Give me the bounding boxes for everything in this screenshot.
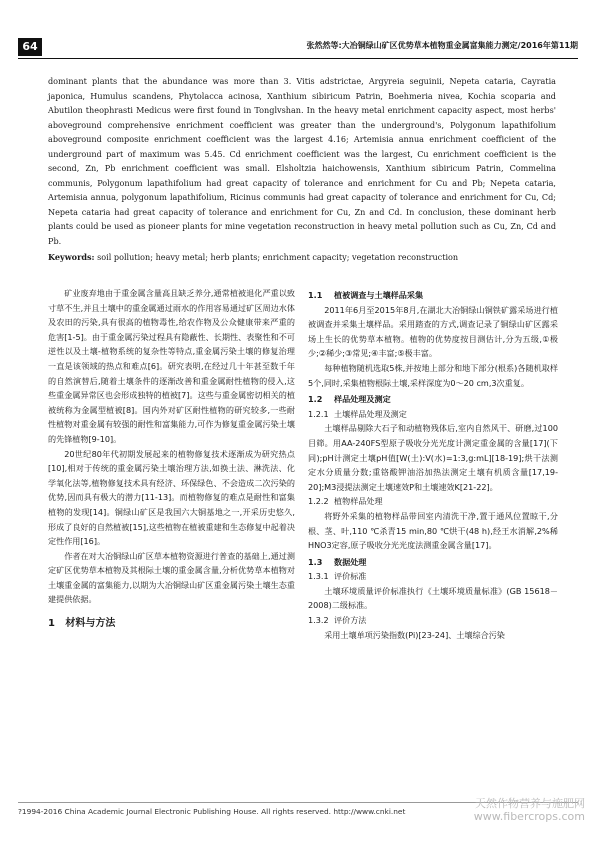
english-abstract (48, 74, 556, 265)
paragraph-1-3-2: 采用土壤单项污染指数(Pi)[23-24]、土壤综合污染 (324, 629, 505, 640)
intro-paragraph-3: 作者在对大冶铜绿山矿区草本植物资源进行普查的基础上,通过测定矿区优势草本植物及其根际土壤的重金属含量,分析优势草本植物对土壤重金属的富集能力,以期为大冶铜绿山矿区重金属污染土壤生态重建提供依据。 (48, 550, 295, 605)
heading-1-3: 1.3 数据处理 (308, 556, 367, 567)
page-number: 64 (18, 38, 42, 56)
page-header (18, 38, 578, 60)
heading-1-3-1: 1.3.1 评价标准 (308, 571, 367, 582)
heading-1-3-2: 1.3.2 评价方法 (308, 615, 367, 626)
right-column (308, 286, 558, 642)
intro-paragraph-1: 矿业废弃地由于重金属含量高且缺乏养分,通常植被退化严重以致寸草不生,并且土壤中的重金属通过雨水的作用容易通过矿区周边水体及农田的污染,具有很高的植物毒性,给农作物及公众健康带来严重的危害[1-5]。由于重金属污染过程具有隐蔽性、长期性、表聚性和不可逆性以及土壤-植物系统的复杂性等特点,重金属污染土壤的修复治理一直是该领域的热点和难点[6]。研究表明,在经过几十年甚至数千年的自然演替后,随着土壤条件的逐渐改善和重金属耐性植物的侵入,这些重金属异常区也会形成独特的植被[7]。这些与重金属密切相关的植被统称为金属型植被[8]。国内外对矿区耐性植物的研究较多,一些耐性植物对重金属有较强的耐性和富集能力,可作为修复重金属污染土壤的先锋植物[9-10]。 (48, 288, 295, 444)
keywords-text: soil pollution; heavy metal; herb plants; enrichment capacity; vegetation reconstruction (97, 252, 459, 262)
intro-paragraph-2: 20世纪80年代初期发展起来的植物修复技术逐渐成为研究热点[10],相对于传统的重金属污染土壤治理方法,如换土法、淋洗法、化学氧化法等,植物修复技术具有经济、环保绿色、不会造成二次污染的优势,因而具有极大的潜力[11-13]。而植物修复的难点是耐性和富集植物的发现[14]。铜绿山矿区是我国六大铜基地之一,开采历史悠久,形成了良好的自然植被[15],这些植物在植被重建和生态修复中起着决定性作用[16]。 (48, 448, 295, 547)
heading-1-1: 1.1 植被调查与土壤样品采集 (308, 290, 424, 300)
abstract-paragraph: dominant plants that the abundance was more than 3. Vitis adstrictae, Argyreia seguinii, Nepeta cataria, Cayratia japonica, Humulus scandens, Phytolacca acinosa, Xanthium sibiricum Patrin, Boehmeria nivea, Kochia scoparia and Abutilon theophrasti Medicus were first found in Tonglvshan. In the heavy metal enrichment capacity aspect, most herbs' aboveground comprehensive enrichment coefficient was greater than the underground's, Polygonum lapathifolium aboveground composite enrichment coefficient was the largest 4.16; Artemisia annua enrichment coefficient of the underground part of maximum was 5.45. Cd enrichment coefficient was the largest, Cu enrichment coefficient is the second, Zn, Pb enrichment coefficient was small. Elsholtzia haichowensis, Xanthium sibiricum Patrin, Commelina communis, Polygonum lapathifolium had great capacity of tolerance and enrichment for Cu and Pb; Nepeta cataria, Artemisia annua, polygonum lapathifolium, Ricinus communis had great capacity of tolerance and enrichment for Cu, Cd; Nepeta cataria had great capacity of tolerance and enrichment for Cu, Zn and Cd. In conclusion, these dominant herb plants could be used as pioneer plants for mine vegetation reconstruction in heavy metal pollution such as Cu, Zn, Cd and Pb. (48, 76, 556, 246)
section-number: 1 (48, 618, 55, 630)
heading-1-2-1: 1.2.1 土壤样品处理及测定 (308, 408, 407, 419)
paragraph-1-2-1: 土壤样品剔除大石子和动植物残体后,室内自然风干、研磨,过100目筛。用AA-240FS型原子吸收分光光度计测定重金属的含量[17](下同);pH计测定土壤pH值[W(土):V(水)=1:3,g:mL][18-19];烘干法测定水分质量分数;重铬酸钾油浴加热法测定土壤有机质含量[17,19-20];M3浸提法测定土壤速效P和土壤速效K[21-22]。 (308, 423, 558, 492)
watermark-cn: 天然作物营养与施肥网 (475, 797, 585, 810)
keywords-line (48, 250, 556, 265)
copyright-line: ?1994-2016 China Academic Journal Electronic Publishing House. All rights reserved. http://www.cnki.net (18, 807, 406, 816)
watermark-url: www.fibercrops.com (473, 810, 585, 823)
heading-1-2: 1.2 样品处理及测定 (308, 394, 391, 405)
paragraph-1-1-b: 每种植物随机选取5株,并按地上部分和地下部分(根系)各随机取样5个,同时,采集植物根际土壤,采样深度为0～20 cm,3次重复。 (308, 362, 558, 388)
heading-1-2-2: 1.2.2 植物样品处理 (308, 496, 383, 507)
watermark (474, 797, 585, 823)
running-head: 张然然等:大冶铜绿山矿区优势草本植物重金属富集能力测定/2016年第11期 (306, 41, 578, 50)
paragraph-1-1-a: 2011年6月至2015年8月,在湖北大冶铜绿山铜铁矿露采场进行植被调查并采集土壤样品。采用踏查的方式,调查记录了铜绿山矿区露采场上生长的优势草本植物。植物的优势度按目测估计,分为五级,①极少;②稀少;③常见;④丰富;⑤极丰富。 (308, 304, 558, 359)
header-rule (18, 58, 578, 59)
paragraph-1-2-2: 将野外采集的植物样品带回室内清洗干净,置于通风位置晾干,分根、茎、叶,110 ℃杀青15 min,80 ℃烘干(48 h),经王水消解,2%稀HNO3定容,原子吸收分光光度法测重金属含量[17]。 (308, 510, 558, 551)
left-column (48, 286, 295, 632)
keywords-label: Keywords: (48, 252, 95, 262)
section-heading-1 (48, 617, 295, 632)
paragraph-1-3-1: 土壤环境质量评价标准执行《土壤环境质量标准》(GB 15618－2008)二级标准。 (308, 585, 558, 611)
section-title: 材料与方法 (65, 618, 116, 630)
